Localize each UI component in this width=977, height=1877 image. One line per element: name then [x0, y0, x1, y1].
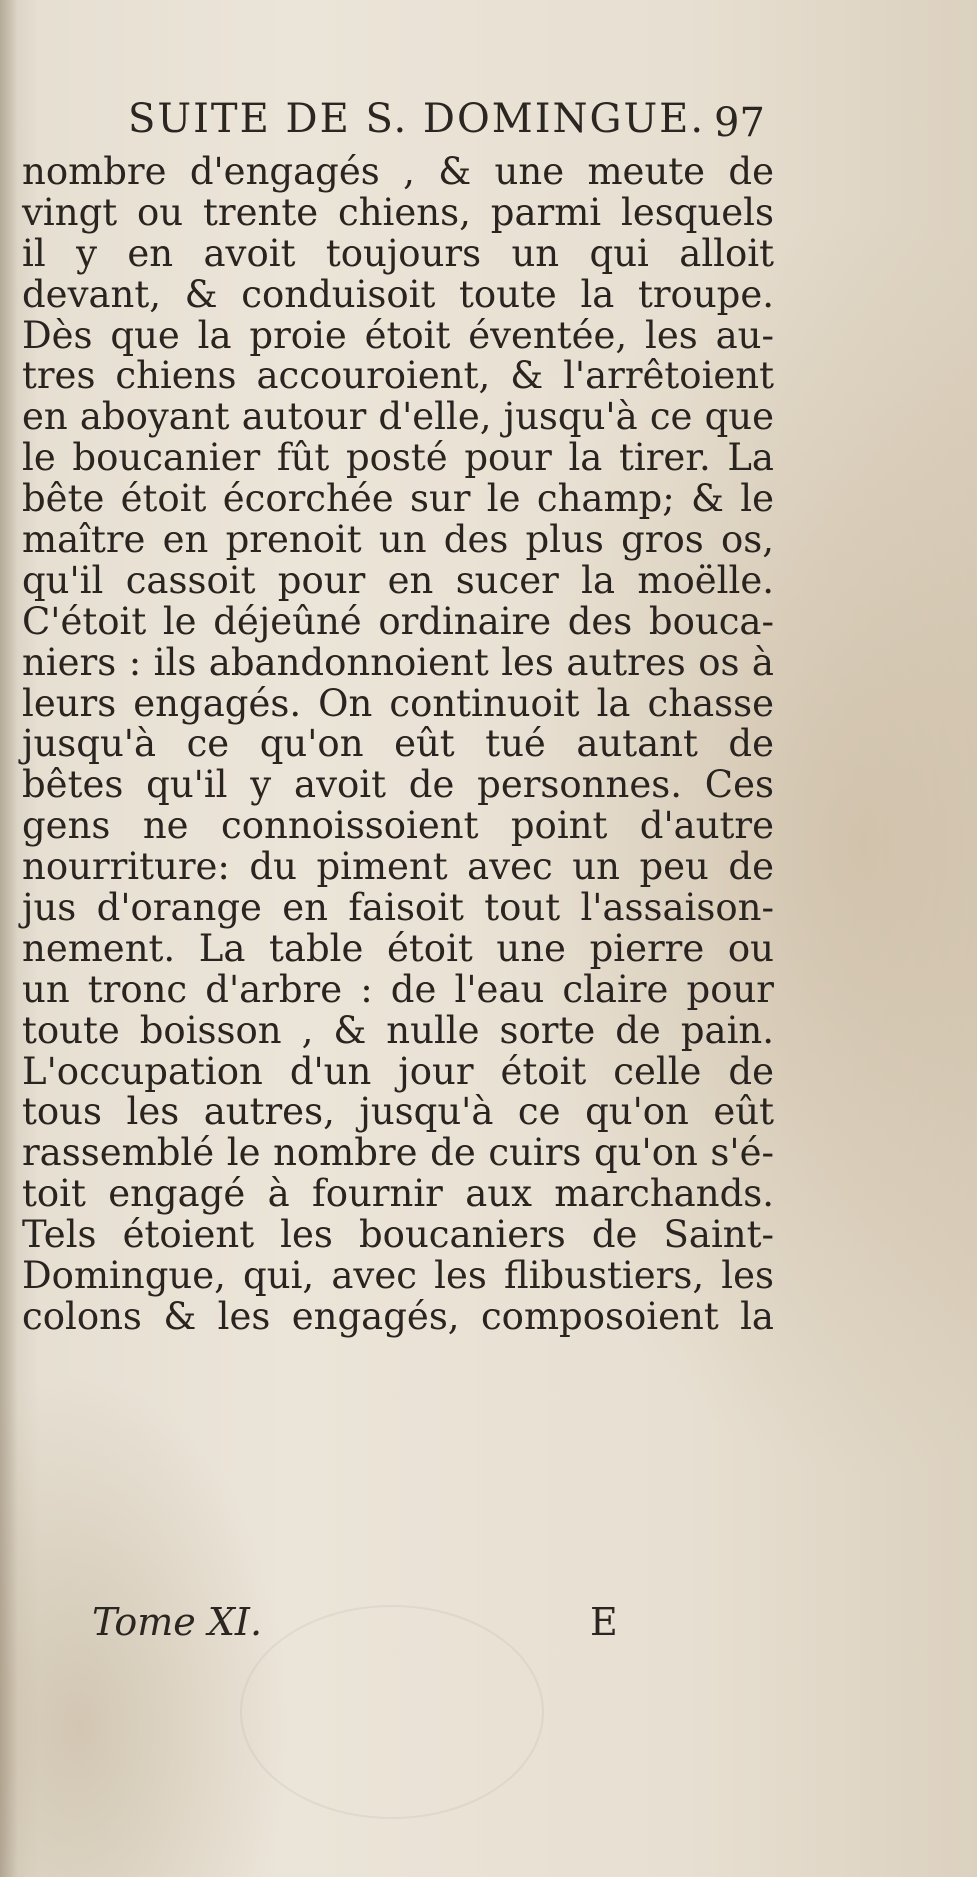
page-number: 97: [714, 100, 765, 146]
text-line: Tels étoient les boucaniers de Saint-: [22, 1213, 774, 1257]
volume-label: Tome XI.: [92, 1600, 263, 1644]
signature-mark: E: [590, 1600, 618, 1644]
text-line: Dès que la proie étoit éventée, les au-: [22, 313, 774, 357]
body-text: [22, 152, 774, 1338]
gutter-shadow: [0, 0, 18, 1877]
text-line: vingt ou trente chiens, parmi lesquels: [22, 190, 774, 234]
text-line: tres chiens accouroient, & l'arrêtoient: [22, 354, 774, 398]
text-line: colons & les engagés, composoient la: [22, 1294, 774, 1338]
text-line: nombre d'engagés , & une meute de: [22, 150, 774, 193]
text-line: il y en avoit toujours un qui alloit: [22, 231, 774, 275]
text-line: Domingue, qui, avec les flibustiers, les: [22, 1254, 774, 1298]
text-line: jusqu'à ce qu'on eût tué autant de: [22, 722, 774, 766]
text-line: gens ne connoissoient point d'autre: [22, 804, 774, 848]
text-line: leurs engagés. On continuoit la chasse: [22, 681, 774, 725]
text-line: toit engagé à fournir aux marchands.: [22, 1172, 774, 1216]
text-line: jus d'orange en faisoit tout l'assaison-: [22, 886, 774, 930]
text-line: bête étoit écorchée sur le champ; & le: [22, 477, 774, 521]
text-line: qu'il cassoit pour en sucer la moëlle.: [22, 558, 774, 602]
text-line: L'occupation d'un jour étoit celle de: [22, 1049, 774, 1093]
text-line: C'étoit le déjeûné ordinaire des bouca-: [22, 599, 774, 643]
text-line: nourriture: du piment avec un peu de: [22, 845, 774, 889]
text-line: un tronc d'arbre : de l'eau claire pour: [22, 967, 774, 1011]
running-title: SUITE DE S. DOMINGUE.: [128, 96, 706, 142]
text-line: devant, & conduisoit toute la troupe.: [22, 272, 774, 316]
text-line: le boucanier fût posté pour la tirer. La: [22, 436, 774, 480]
text-line: toute boisson , & nulle sorte de pain.: [22, 1008, 774, 1052]
text-line: bêtes qu'il y avoit de personnes. Ces: [22, 763, 774, 807]
text-line: nement. La table étoit une pierre ou: [22, 926, 774, 970]
faded-stamp: [240, 1605, 544, 1819]
text-line: en aboyant autour d'elle, jusqu'à ce que: [22, 395, 774, 439]
text-line: rassemblé le nombre de cuirs qu'on s'é-: [22, 1131, 774, 1175]
text-line: tous les autres, jusqu'à ce qu'on eût: [22, 1090, 774, 1134]
text-line: niers : ils abandonnoient les autres os à: [22, 640, 774, 684]
text-line: maître en prenoit un des plus gros os,: [22, 518, 774, 562]
